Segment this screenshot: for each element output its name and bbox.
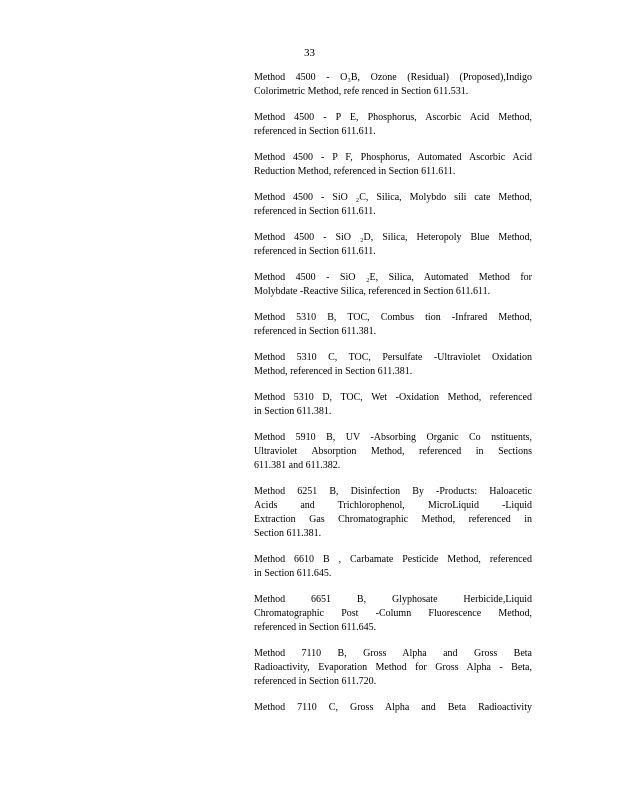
entry-line: Radioactivity, Evaporation Method for Gross Alpha - Beta, xyxy=(254,662,532,673)
entry-line: Reduction Method, referenced in Section 611.611. xyxy=(254,166,456,177)
entry-line: Method 4500 - P F, Phosphorus, Automated Ascorbic Acid xyxy=(254,152,532,163)
entry-line: Molybdate -Reactive Silica, referenced in Section 611.611. xyxy=(254,286,491,297)
entry-line: in Section 611.645. xyxy=(254,568,332,579)
entry-line: Method, referenced in Section 611.381. xyxy=(254,366,413,377)
entry-line: Method 6251 B, Disinfection By -Products: Haloacetic xyxy=(254,486,532,497)
method-entry xyxy=(254,311,532,339)
entry-line: referenced in Section 611.611. xyxy=(254,206,376,217)
entry-line: Method 6610 B , Carbamate Pesticide Method, referenced xyxy=(254,554,532,565)
entry-line: Method 5910 B, UV -Absorbing Organic Co nstituents, xyxy=(254,432,532,443)
method-entry xyxy=(254,431,532,473)
entry-line: Method 4500 - SiO ₂D, Silica, Heteropoly Blue Method, xyxy=(254,232,532,243)
method-entry xyxy=(254,151,532,179)
entry-line: Acids and Trichlorophenol, MicroLiquid -Liquid xyxy=(254,500,532,511)
entry-line: Ultraviolet Absorption Method, referenced in Sections xyxy=(254,446,532,457)
entry-line: Method 4500 - SiO ₂C, Silica, Molybdo sili cate Method, xyxy=(254,192,532,203)
method-entry xyxy=(254,701,532,715)
method-entry xyxy=(254,271,532,299)
entry-line: referenced in Section 611.720. xyxy=(254,676,377,687)
method-entry xyxy=(254,553,532,581)
method-entry xyxy=(254,191,532,219)
entry-line: referenced in Section 611.611. xyxy=(254,246,376,257)
entry-line: in Section 611.381. xyxy=(254,406,332,417)
method-entry xyxy=(254,231,532,259)
entry-line: Method 5310 B, TOC, Combus tion -Infrared Method, xyxy=(254,312,532,323)
method-entry xyxy=(254,647,532,689)
page-number: 33 xyxy=(304,47,315,59)
method-entry xyxy=(254,485,532,541)
entry-line: Chromatographic Post -Column Fluorescence Method, xyxy=(254,608,532,619)
method-entry xyxy=(254,71,532,99)
method-entry xyxy=(254,111,532,139)
entry-line: Extraction Gas Chromatographic Method, referenced in xyxy=(254,514,532,525)
method-entry xyxy=(254,391,532,419)
entry-line: referenced in Section 611.645. xyxy=(254,622,377,633)
entry-line: Colorimetric Method, refe renced in Section 611.531. xyxy=(254,86,469,97)
method-reference-list xyxy=(254,71,532,727)
entry-line: Method 4500 - SiO ₂E, Silica, Automated Method for xyxy=(254,272,532,283)
method-entry xyxy=(254,351,532,379)
entry-line: referenced in Section 611.611. xyxy=(254,126,376,137)
entry-line: referenced in Section 611.381. xyxy=(254,326,377,337)
entry-line: Method 5310 C, TOC, Persulfate -Ultraviolet Oxidation xyxy=(254,352,532,363)
entry-line: Method 7110 B, Gross Alpha and Gross Beta xyxy=(254,648,532,659)
entry-line: 611.381 and 611.382. xyxy=(254,460,341,471)
entry-line: Method 7110 C, Gross Alpha and Beta Radioactivity xyxy=(254,702,532,713)
method-entry xyxy=(254,593,532,635)
entry-line: Section 611.381. xyxy=(254,528,322,539)
entry-line: Method 6651 B, Glyphosate Herbicide,Liquid xyxy=(254,594,532,605)
entry-line: Method 4500 - P E, Phosphorus, Ascorbic Acid Method, xyxy=(254,112,532,123)
entry-line: Method 5310 D, TOC, Wet -Oxidation Method, referenced xyxy=(254,392,532,403)
entry-line: Method 4500 - O₃B, Ozone (Residual) (Proposed),Indigo xyxy=(254,72,532,83)
